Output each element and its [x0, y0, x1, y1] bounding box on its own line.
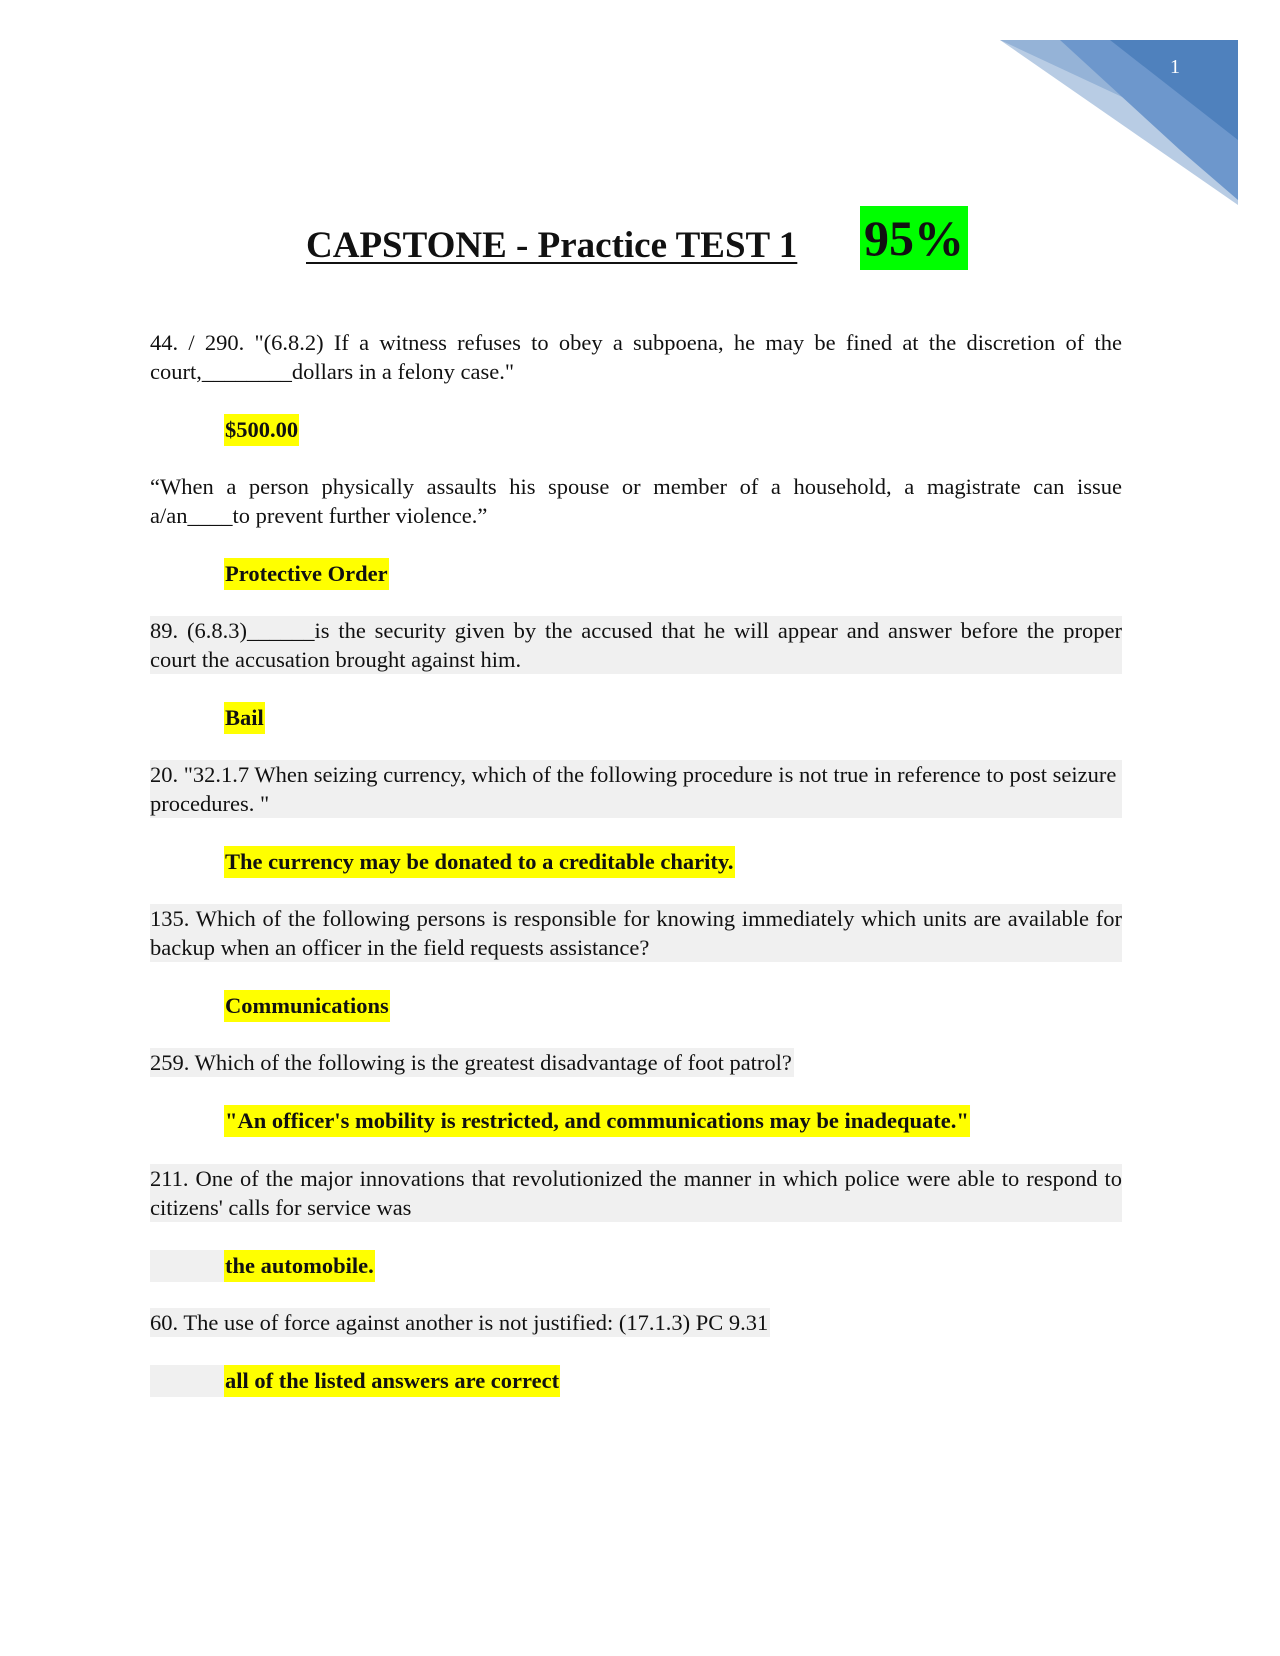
question-block	[150, 760, 1122, 878]
indent-shading	[150, 1250, 225, 1282]
question-block	[150, 1308, 1122, 1397]
question-text: 211. One of the major innovations that revolutionized the manner in which police were able to respond to citizens' calls for service was	[150, 1166, 1122, 1220]
title-row	[0, 200, 1280, 272]
question-block	[150, 904, 1122, 1022]
question-block	[150, 1048, 1122, 1137]
question-text: 20. "32.1.7 When seizing currency, which of the following procedure is not true in reference to post seizure procedures. "	[150, 760, 1122, 818]
answer-row	[150, 846, 1122, 878]
answer-highlight: Protective Order	[224, 558, 389, 590]
score-badge: 95%	[860, 206, 968, 270]
answer-highlight: Bail	[224, 702, 265, 734]
answer-row	[150, 1365, 1122, 1397]
answer-row	[150, 558, 1122, 590]
answer-highlight: the automobile.	[224, 1250, 375, 1282]
answer-row	[150, 414, 1122, 446]
answer-highlight: Communications	[224, 990, 390, 1022]
question-text-wrap	[150, 1048, 1122, 1077]
question-block	[150, 1164, 1122, 1282]
answer-highlight: The currency may be donated to a creditable charity.	[224, 846, 735, 878]
answer-row	[150, 702, 1122, 734]
answer-highlight: "An officer's mobility is restricted, and communications may be inadequate."	[224, 1105, 970, 1137]
question-block	[150, 472, 1122, 590]
question-text: 259. Which of the following is the greatest disadvantage of foot patrol?	[150, 1050, 792, 1075]
question-text: 60. The use of force against another is not justified: (17.1.3) PC 9.31	[150, 1310, 769, 1335]
question-text-wrap	[150, 1308, 1122, 1337]
answer-row	[150, 1250, 1122, 1282]
question-block	[150, 616, 1122, 734]
answer-row	[150, 990, 1122, 1022]
question-text: “When a person physically assaults his spouse or member of a household, a magistrate can issue a/an____to prevent further violence.”	[150, 474, 1122, 528]
indent-shading	[150, 1365, 225, 1397]
answer-highlight: $500.00	[224, 414, 299, 446]
question-text: 89. (6.8.3)______is the security given by the accused that he will appear and answer before the proper court the accusation brought against him.	[150, 618, 1122, 672]
question-text: 135. Which of the following persons is responsible for knowing immediately which units are available for backup when an officer in the field requests assistance?	[150, 906, 1122, 960]
page-title: CAPSTONE - Practice TEST 1	[306, 225, 798, 266]
answer-row	[150, 1105, 1122, 1137]
question-block	[150, 328, 1122, 446]
question-text: 44. / 290. "(6.8.2) If a witness refuses to obey a subpoena, he may be fined at the discretion of the court,________dollars in a felony case."	[150, 330, 1122, 384]
answer-highlight: all of the listed answers are correct	[224, 1365, 560, 1397]
page-number: 1	[1170, 56, 1180, 78]
